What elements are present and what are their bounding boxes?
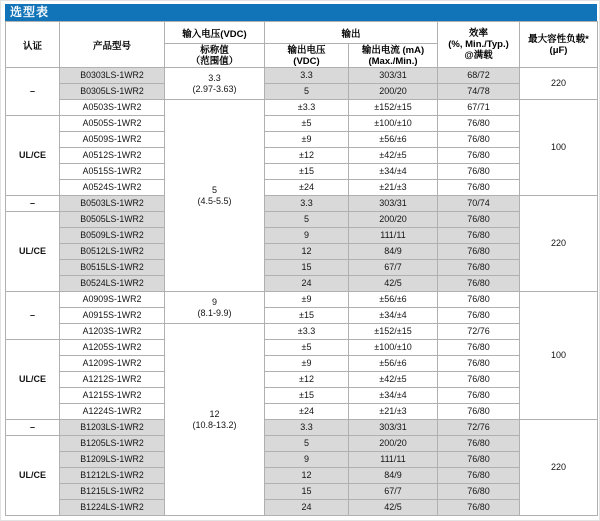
input-voltage-cell: 3.3 (2.97-3.63) [165,68,265,100]
model-cell: A0509S-1WR2 [60,132,165,148]
output-current-cell: 42/5 [349,276,438,292]
model-cell: B0303LS-1WR2 [60,68,165,84]
efficiency-cell: 76/80 [438,468,520,484]
input-voltage-cell: 9 (8.1-9.9) [165,292,265,324]
table-title: 选型表 [10,5,50,19]
output-current-cell: 200/20 [349,84,438,100]
certification-cell: UL/CE [6,340,60,420]
table-row [6,356,598,372]
output-voltage-cell: 15 [265,260,349,276]
model-cell: A1209S-1WR2 [60,356,165,372]
model-cell: B0505LS-1WR2 [60,212,165,228]
output-voltage-cell: ±15 [265,308,349,324]
efficiency-cell: 76/80 [438,212,520,228]
table-row [6,228,598,244]
output-voltage-cell: 12 [265,468,349,484]
col-header-certification: 认证 [6,22,60,68]
model-cell: B1215LS-1WR2 [60,484,165,500]
output-voltage-cell: ±12 [265,372,349,388]
efficiency-cell: 76/80 [438,116,520,132]
col-header-output-group: 输出 [265,22,438,44]
efficiency-cell: 76/80 [438,372,520,388]
model-cell: A1215S-1WR2 [60,388,165,404]
output-voltage-cell: 5 [265,84,349,100]
efficiency-cell: 76/80 [438,452,520,468]
efficiency-cell: 76/80 [438,308,520,324]
output-voltage-cell: 9 [265,452,349,468]
model-cell: A1224S-1WR2 [60,404,165,420]
output-voltage-cell: ±3.3 [265,100,349,116]
col-header-output-voltage [265,44,349,68]
iout-header-line: (Max./Min.) [368,55,418,67]
output-current-cell: ±42/±5 [349,372,438,388]
table-row [6,116,598,132]
output-current-cell: 200/20 [349,212,438,228]
output-current-cell: ±100/±10 [349,340,438,356]
output-voltage-cell: 5 [265,436,349,452]
certification-cell: UL/CE [6,212,60,292]
max-capacitive-load-cell: 100 [520,100,598,196]
input-voltage-cell: 12 (10.8-13.2) [165,324,265,516]
efficiency-cell: 76/80 [438,180,520,196]
output-voltage-cell: 3.3 [265,68,349,84]
output-current-cell: ±56/±6 [349,292,438,308]
model-cell: B1209LS-1WR2 [60,452,165,468]
output-current-cell: ±152/±15 [349,100,438,116]
output-current-cell: 303/31 [349,420,438,436]
output-voltage-cell: ±5 [265,340,349,356]
vin-nominal-line: 标称值 [200,44,229,56]
output-current-cell: ±34/±4 [349,388,438,404]
table-row [6,340,598,356]
table-row [6,372,598,388]
model-cell: B0509LS-1WR2 [60,228,165,244]
table-row [6,500,598,516]
efficiency-header-line: 效率 [469,28,489,39]
model-cell: A0515S-1WR2 [60,164,165,180]
efficiency-cell: 67/71 [438,100,520,116]
col-header-model: 产品型号 [60,22,165,68]
efficiency-cell: 76/80 [438,388,520,404]
efficiency-cell: 68/72 [438,68,520,84]
output-current-cell: 67/7 [349,260,438,276]
certification-cell: – [6,196,60,212]
table-row [6,100,598,116]
output-current-cell: 303/31 [349,196,438,212]
model-cell: B0305LS-1WR2 [60,84,165,100]
table-row [6,420,598,436]
model-cell: A0505S-1WR2 [60,116,165,132]
output-voltage-cell: ±24 [265,404,349,420]
efficiency-cell: 76/80 [438,228,520,244]
selection-table [5,21,598,516]
table-row [6,404,598,420]
table-row [6,276,598,292]
selection-table-body [6,68,598,516]
output-current-cell: 111/11 [349,452,438,468]
model-cell: B1203LS-1WR2 [60,420,165,436]
output-current-cell: 42/5 [349,500,438,516]
table-row [6,164,598,180]
table-title-bar [5,4,597,21]
max-capacitive-load-cell: 220 [520,196,598,292]
col-header-max-capacitive-load [520,22,598,68]
model-cell: A1212S-1WR2 [60,372,165,388]
efficiency-cell: 76/80 [438,484,520,500]
output-voltage-cell: ±12 [265,148,349,164]
output-current-cell: ±42/±5 [349,148,438,164]
efficiency-cell: 76/80 [438,276,520,292]
certification-cell: – [6,420,60,436]
model-cell: B1212LS-1WR2 [60,468,165,484]
efficiency-cell: 76/80 [438,404,520,420]
model-cell: A1203S-1WR2 [60,324,165,340]
efficiency-header-line: @满载 [464,50,493,61]
model-cell: A0909S-1WR2 [60,292,165,308]
efficiency-cell: 76/80 [438,244,520,260]
max-capacitive-load-cell: 220 [520,68,598,100]
output-current-cell: ±21/±3 [349,180,438,196]
output-voltage-cell: 5 [265,212,349,228]
model-cell: B1224LS-1WR2 [60,500,165,516]
output-voltage-cell: 15 [265,484,349,500]
input-voltage-cell: 5 (4.5-5.5) [165,100,265,292]
table-row [6,212,598,228]
efficiency-cell: 76/80 [438,164,520,180]
output-voltage-cell: ±9 [265,132,349,148]
output-current-cell: ±56/±6 [349,356,438,372]
model-cell: B0512LS-1WR2 [60,244,165,260]
efficiency-cell: 74/78 [438,84,520,100]
model-cell: A0503S-1WR2 [60,100,165,116]
vout-header-line: (VDC) [293,55,320,67]
model-cell: A0524S-1WR2 [60,180,165,196]
col-header-output-current [349,44,438,68]
output-current-cell: ±56/±6 [349,132,438,148]
efficiency-header-line: (%, Min./Typ.) [448,39,509,50]
iout-header-line: 输出电流 (mA) [361,44,425,56]
output-voltage-cell: ±3.3 [265,324,349,340]
efficiency-cell: 76/80 [438,340,520,356]
table-row [6,484,598,500]
vout-header-line: 输出电压 [287,44,326,56]
max-cap-header-line: 最大容性负载* [528,33,589,45]
output-current-cell: ±34/±4 [349,308,438,324]
efficiency-cell: 72/76 [438,420,520,436]
output-current-cell: 111/11 [349,228,438,244]
output-current-cell: 67/7 [349,484,438,500]
output-current-cell: ±21/±3 [349,404,438,420]
model-cell: A0512S-1WR2 [60,148,165,164]
output-voltage-cell: ±9 [265,356,349,372]
output-voltage-cell: ±24 [265,180,349,196]
efficiency-cell: 72/76 [438,324,520,340]
output-current-cell: 303/31 [349,68,438,84]
output-voltage-cell: ±5 [265,116,349,132]
table-row [6,452,598,468]
max-cap-header-line: (μF) [549,44,568,56]
output-voltage-cell: ±15 [265,388,349,404]
output-voltage-cell: 24 [265,276,349,292]
model-cell: B0503LS-1WR2 [60,196,165,212]
efficiency-cell: 76/80 [438,500,520,516]
output-voltage-cell: 24 [265,500,349,516]
efficiency-cell: 76/80 [438,356,520,372]
certification-cell: – [6,68,60,116]
vin-nominal-line: （范围值） [190,55,239,67]
efficiency-cell: 76/80 [438,292,520,308]
table-row [6,148,598,164]
table-row [6,260,598,276]
output-current-cell: ±100/±10 [349,116,438,132]
table-row [6,324,598,340]
col-header-input-voltage: 输入电压(VDC) [165,22,265,44]
table-row [6,436,598,452]
table-row [6,196,598,212]
output-current-cell: ±34/±4 [349,164,438,180]
efficiency-cell: 76/80 [438,260,520,276]
output-voltage-cell: 3.3 [265,420,349,436]
table-row [6,180,598,196]
efficiency-cell: 76/80 [438,148,520,164]
output-voltage-cell: 12 [265,244,349,260]
efficiency-cell: 76/80 [438,436,520,452]
output-voltage-cell: ±9 [265,292,349,308]
model-cell: A1205S-1WR2 [60,340,165,356]
output-voltage-cell: 9 [265,228,349,244]
output-current-cell: 200/20 [349,436,438,452]
table-row [6,132,598,148]
efficiency-cell: 76/80 [438,132,520,148]
table-row [6,244,598,260]
table-header [6,22,598,68]
max-capacitive-load-cell: 100 [520,292,598,420]
certification-cell: UL/CE [6,436,60,516]
col-header-efficiency [438,22,520,68]
table-row [6,308,598,324]
output-current-cell: ±152/±15 [349,324,438,340]
max-capacitive-load-cell: 220 [520,420,598,516]
model-cell: B1205LS-1WR2 [60,436,165,452]
certification-cell: – [6,292,60,340]
model-cell: B0515LS-1WR2 [60,260,165,276]
table-row [6,292,598,308]
table-row [6,388,598,404]
output-current-cell: 84/9 [349,468,438,484]
col-header-vin-nominal [165,44,265,68]
efficiency-cell: 70/74 [438,196,520,212]
output-voltage-cell: 3.3 [265,196,349,212]
output-current-cell: 84/9 [349,244,438,260]
table-row [6,68,598,84]
table-row [6,84,598,100]
model-cell: A0915S-1WR2 [60,308,165,324]
table-row [6,468,598,484]
selection-table-panel [5,4,597,516]
certification-cell: UL/CE [6,116,60,196]
output-voltage-cell: ±15 [265,164,349,180]
model-cell: B0524LS-1WR2 [60,276,165,292]
